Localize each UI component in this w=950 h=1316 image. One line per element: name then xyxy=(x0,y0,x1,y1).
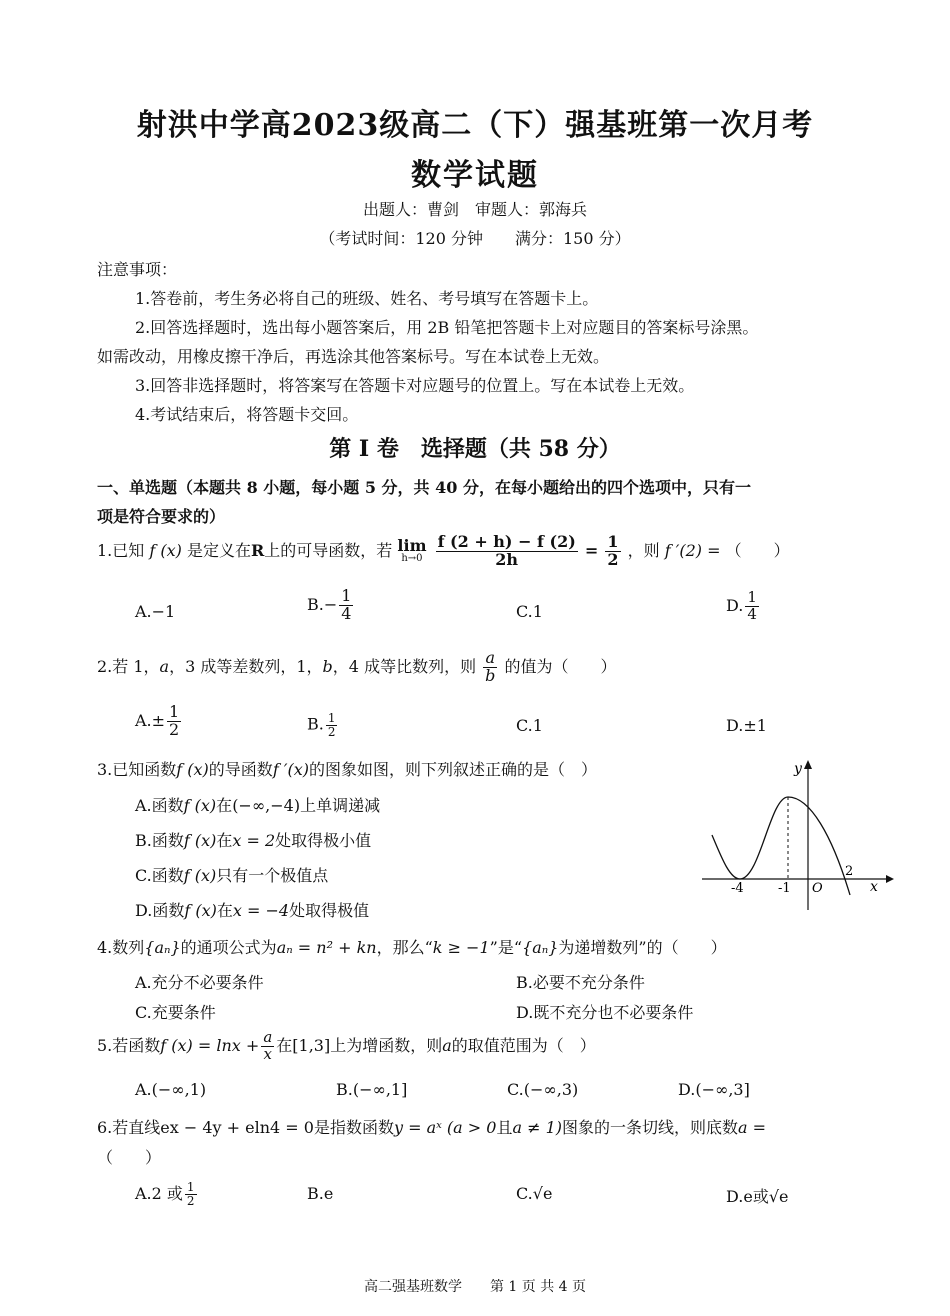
q2-option-a: A.± $\frac{1}{2}$ xyxy=(135,702,180,739)
x-axis-arrow xyxy=(886,875,894,883)
q6-option-d: D.e或√e xyxy=(726,1187,789,1206)
exam-subtitle: 数学试题 xyxy=(411,158,539,193)
question-3-stem: 3.已知函数f (x)的导函数f ′(x)的图象如图，则下列叙述正确的是（ ） xyxy=(97,760,597,779)
note-item-2-cont: 如需改动，用橡皮擦干净后，再选涂其他答案标号。写在本试卷上无效。 xyxy=(97,347,610,366)
q3-option-d: D.函数f (x)在x = −4处取得极值 xyxy=(135,901,370,920)
q4-option-a: A.充分不必要条件 xyxy=(135,973,264,992)
question-5-stem: 5.若函数f (x) = lnx + $\frac{a}{x}$ 在[1,3]上为增函数，则a的取值范围为（ ） xyxy=(97,1028,596,1063)
q5-option-b: B.(−∞,1] xyxy=(336,1080,408,1099)
q2-option-d: D.±1 xyxy=(726,716,767,735)
q1-option-d: D. $\frac{1}{4}$ xyxy=(726,588,757,623)
q5-option-a: A.(−∞,1) xyxy=(135,1080,207,1099)
q3-option-a: A.函数f (x)在(−∞,−4)上单调递减 xyxy=(135,796,381,815)
q6-option-b: B.e xyxy=(307,1184,334,1203)
q6-option-c: C.√e xyxy=(516,1184,553,1203)
y-axis-arrow xyxy=(804,760,812,769)
exam-info: （考试时间：120 分钟 满分：150 分） xyxy=(319,229,631,248)
y-axis-label: y xyxy=(794,761,802,777)
limit-operator: lim h→0 xyxy=(397,536,427,565)
exam-authors: 出题人：曹剑 审题人：郭海兵 xyxy=(362,200,587,219)
x-axis-label: x xyxy=(870,879,878,895)
question-4-stem: 4.数列{aₙ}的通项公式为aₙ = n² + kn，那么“k ≥ −1”是“{aₙ}为递增数列”的（ ） xyxy=(97,938,727,957)
q4-option-d: D.既不充分也不必要条件 xyxy=(516,1003,694,1022)
q5-option-c: C.(−∞,3) xyxy=(507,1080,579,1099)
question-6-stem: 6.若直线ex − 4y + eln4 = 0是指数函数y = aˣ (a > 0且a ≠ 1)图象的一条切线，则底数a = xyxy=(97,1118,767,1137)
question-6-paren: （ ） xyxy=(97,1148,162,1167)
q5-option-d: D.(−∞,3] xyxy=(678,1080,750,1099)
exam-title: 射洪中学高2023级高二（下）强基班第一次月考 xyxy=(136,108,814,143)
tick-label-neg1: -1 xyxy=(778,881,791,896)
q3-option-b: B.函数f (x)在x = 2处取得极小值 xyxy=(135,831,372,850)
page-footer: 高二强基班数学 第 1 页 共 4 页 xyxy=(363,1279,587,1295)
note-item-4: 4.考试结束后，将答题卡交回。 xyxy=(135,405,359,424)
tick-label-2: 2 xyxy=(845,864,854,879)
part-heading-line2: 项是符合要求的） xyxy=(97,507,226,526)
note-item-2: 2.回答选择题时，选出每小题答案后，用 2B 铅笔把答题卡上对应题目的答案标号涂黑。 xyxy=(135,318,759,337)
q4-option-b: B.必要不充分条件 xyxy=(516,973,645,992)
q2-option-b: B. $\frac{1}{2}$ xyxy=(307,711,336,739)
limit-fraction: $\frac{f (2 + h) - f (2)}{2h}$ xyxy=(437,532,576,569)
q1-option-a: A.−1 xyxy=(135,602,176,621)
q4-option-c: C.充要条件 xyxy=(135,1003,216,1022)
part-heading-line1: 一、单选题（本题共 8 小题，每小题 5 分，共 40 分，在每小题给出的四个选项中，只有一 xyxy=(97,478,751,497)
question-1-stem: 1.已知 f (x) 是定义在R上的可导函数，若 lim h→0 $\frac{f (2 + h) - f (2)}{2h}$ = $\frac{1}{2}$ ，则 f ′(2) = （ ） xyxy=(97,532,790,569)
derivative-graph xyxy=(700,755,895,915)
rhs-fraction: $\frac{1}{2}$ xyxy=(607,532,619,569)
tick-label-neg4: -4 xyxy=(731,881,744,896)
q1-option-c: C.1 xyxy=(516,602,543,621)
q6-option-a: A.2 或 $\frac{1}{2}$ xyxy=(135,1180,195,1208)
notes-heading: 注意事项： xyxy=(97,260,178,279)
note-item-3: 3.回答非选择题时，将答案写在答题卡对应题号的位置上。写在本试卷上无效。 xyxy=(135,376,695,395)
q1-option-b: B.− $\frac{1}{4}$ xyxy=(307,586,352,623)
note-item-1: 1.答卷前，考生务必将自己的班级、姓名、考号填写在答题卡上。 xyxy=(135,289,599,308)
section-title: 第 I 卷 选择题（共 58 分） xyxy=(329,436,621,462)
q2-option-c: C.1 xyxy=(516,716,543,735)
q3-option-c: C.函数f (x)只有一个极值点 xyxy=(135,866,329,885)
origin-label: O xyxy=(812,881,823,896)
question-2-stem: 2.若 1，a，3 成等差数列，1，b，4 成等比数列，则 $\frac{a}{b}$ 的值为（ ） xyxy=(97,648,617,685)
